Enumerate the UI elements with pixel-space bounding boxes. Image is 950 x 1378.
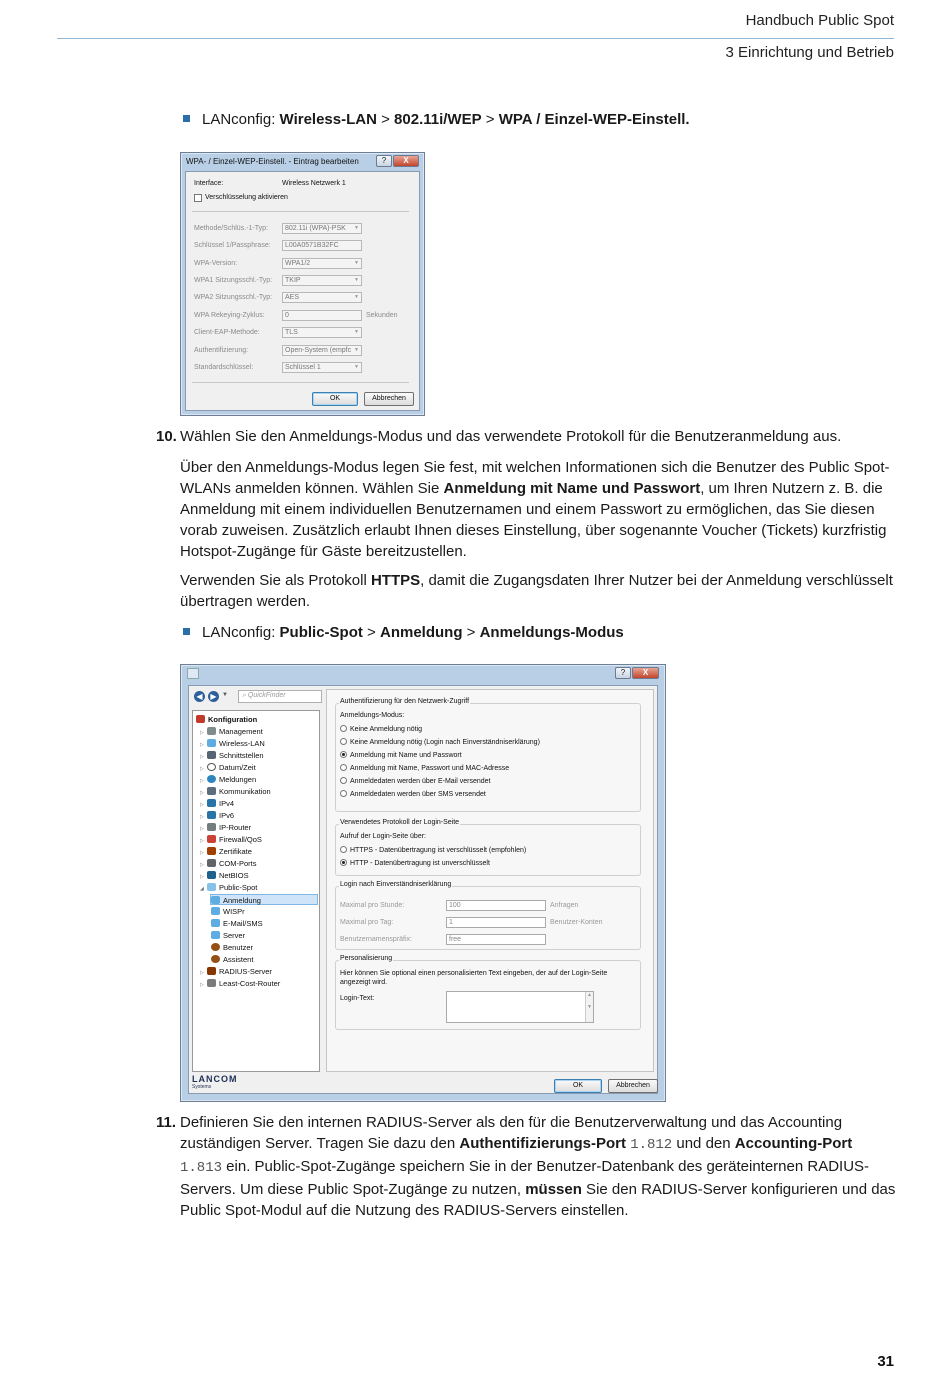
config-path-public-spot — [183, 623, 624, 643]
server-icon — [211, 931, 220, 939]
tree-label: IP-Router — [219, 823, 252, 832]
group-title: Authentifizierung für den Netzwerk-Zugriff — [340, 698, 470, 705]
paragraph-login-mode — [180, 457, 896, 562]
back-icon[interactable]: ◀ — [194, 691, 205, 702]
prefix-input[interactable]: free — [446, 934, 546, 945]
mode-radio[interactable] — [340, 777, 490, 785]
close-button[interactable]: X — [632, 667, 659, 679]
config-icon — [196, 715, 205, 723]
tree-item[interactable] — [200, 786, 271, 797]
group-title: Login nach Einverständniserklärung — [340, 881, 452, 888]
field-label: WPA Rekeying-Zyklus: — [194, 312, 265, 319]
tree-item[interactable] — [211, 918, 263, 929]
radio-label: Keine Anmeldung nötig (Login nach Einverständniserklärung) — [350, 739, 540, 746]
tree-item[interactable] — [200, 774, 256, 785]
max-hour-unit: Anfragen — [550, 902, 579, 909]
router-icon — [207, 823, 216, 831]
max-day-input[interactable]: 1 — [446, 917, 546, 928]
tree-label: Konfiguration — [208, 715, 258, 724]
path-prefix: LANconfig: — [202, 624, 280, 641]
ok-button[interactable]: OK — [312, 392, 358, 406]
tree-label: Zertifikate — [219, 847, 252, 856]
mode-label: Anmeldungs-Modus: — [340, 712, 405, 719]
tree-item[interactable] — [200, 798, 234, 809]
field-label: Client-EAP-Methode: — [194, 329, 260, 336]
personal-text: Hier können Sie optional einen personalisierten Text eingeben, der auf der Login-Seite angezeigt wird. — [340, 970, 608, 986]
step-10-text: Wählen Sie den Anmeldungs-Modus und das verwendete Protokoll für die Benutzeranmeldung aus. — [180, 428, 842, 445]
help-button[interactable]: ? — [376, 155, 392, 167]
separator — [192, 211, 409, 212]
radio-selected-icon — [340, 751, 347, 758]
page-number: 31 — [877, 1353, 894, 1370]
field-value: Open-System (empfc — [285, 347, 352, 354]
clock-icon — [207, 763, 216, 771]
bold-term: Accounting-Port — [734, 1135, 853, 1152]
radio-icon — [340, 777, 347, 784]
tree-label: Wireless-LAN — [219, 739, 265, 748]
path-part: WPA / Einzel-WEP-Einstell. — [498, 111, 690, 128]
text-run: Verwenden Sie als Protokoll — [180, 572, 371, 589]
tree-item[interactable] — [200, 858, 257, 869]
tree-label: Public-Spot — [219, 883, 258, 892]
group-title: Verwendetes Protokoll der Login-Seite — [340, 819, 460, 826]
chevron-down-icon: ▼ — [354, 260, 359, 266]
chevron-down-icon: ▼ — [354, 277, 359, 283]
chevron-down-icon: ▼ — [354, 329, 359, 335]
group-title: Personalisierung — [340, 955, 393, 962]
eap-method-select[interactable] — [282, 327, 362, 338]
tree-label: WISPr — [223, 907, 245, 916]
path-separator: > — [376, 111, 395, 128]
bullet-square-icon — [183, 115, 190, 122]
path-part: Wireless-LAN — [279, 111, 377, 128]
network-icon — [207, 799, 216, 807]
passphrase-input[interactable] — [282, 240, 362, 251]
bold-term: müssen — [525, 1181, 582, 1198]
interface-value: Wireless Netzwerk 1 — [282, 180, 346, 187]
field-label: WPA-Version: — [194, 260, 238, 267]
tree-label: Management — [219, 727, 263, 736]
expand-icon: ▷ — [200, 814, 204, 820]
radio-icon — [340, 846, 347, 853]
collapse-icon: ◢ — [200, 886, 204, 892]
path-part: Public-Spot — [279, 624, 363, 641]
tree-label: E-Mail/SMS — [223, 919, 263, 928]
lanconfig-window — [180, 664, 666, 1102]
mode-radio-selected[interactable] — [340, 751, 462, 759]
path-separator: > — [362, 624, 380, 641]
expand-icon: ▷ — [200, 778, 204, 784]
radio-label: Anmeldung mit Name und Passwort — [350, 752, 462, 759]
group-auth — [335, 698, 641, 812]
chevron-down-icon: ▼ — [354, 225, 359, 231]
tree-label: Assistent — [223, 955, 254, 964]
login-text-area[interactable] — [446, 991, 594, 1023]
prefix-label: Benutzernamenspräfix: — [340, 936, 412, 943]
expand-icon: ▷ — [200, 730, 204, 736]
field-value: TKIP — [285, 277, 301, 284]
tree-item-anmeldung[interactable] — [210, 894, 318, 905]
field-value: L00A0571B32FC — [285, 242, 339, 249]
chevron-down-icon: ▼ — [354, 347, 359, 353]
tree-item[interactable] — [200, 762, 256, 773]
lancom-logo: LANCOM — [192, 1074, 238, 1084]
text-run: ein. Public-Spot-Zugänge speichern Sie in der Benutzer-Datenbank des geräteinternen RADIUS-Servers. Um diese Public Spot-Zugänge zu nutzen, — [180, 1158, 870, 1198]
wpa2-key-select[interactable] — [282, 292, 362, 303]
search-icon: ⌕ — [242, 692, 248, 699]
field-value: 802.11i (WPA)-PSK — [285, 225, 346, 232]
tree-label: Datum/Zeit — [219, 763, 256, 772]
radio-icon — [340, 738, 347, 745]
tree-label: Benutzer — [223, 943, 254, 952]
header-title: Handbuch Public Spot — [745, 12, 894, 29]
forward-icon[interactable]: ▶ — [208, 691, 219, 702]
tree-item[interactable] — [211, 954, 253, 965]
ok-button[interactable]: OK — [554, 1079, 602, 1093]
expand-icon: ▷ — [200, 874, 204, 880]
step-number: 10. — [156, 428, 177, 445]
proto-radio[interactable] — [340, 846, 526, 854]
method-select[interactable] — [282, 223, 362, 234]
radio-icon — [340, 725, 347, 732]
cancel-button[interactable]: Abbrechen — [608, 1079, 658, 1093]
tree-label: Schnittstellen — [219, 751, 264, 760]
user-icon — [211, 943, 220, 951]
tree-item[interactable] — [200, 750, 264, 761]
config-tree — [192, 710, 320, 1072]
group-personalization — [335, 955, 641, 1030]
radio-icon — [340, 790, 347, 797]
assistant-icon — [211, 955, 220, 963]
mode-radio[interactable] — [340, 738, 540, 746]
separator — [192, 382, 409, 383]
tree-item[interactable] — [200, 738, 265, 749]
tree-item[interactable] — [200, 846, 252, 857]
max-hour-input[interactable]: 100 — [446, 900, 546, 911]
lcr-icon — [207, 979, 216, 987]
tree-item[interactable] — [200, 810, 234, 821]
group-protocol — [335, 819, 641, 876]
expand-icon: ▷ — [200, 766, 204, 772]
wireless-icon — [207, 739, 216, 747]
chevron-down-icon: ▼ — [354, 364, 359, 370]
expand-icon: ▷ — [200, 982, 204, 988]
field-value: 0 — [285, 312, 289, 319]
quickfinder-placeholder: QuickFinder — [247, 692, 286, 699]
radio-selected-icon — [340, 859, 347, 866]
tree-item[interactable] — [200, 726, 263, 737]
tree-label: IPv6 — [219, 811, 235, 820]
expand-icon: ▷ — [200, 754, 204, 760]
max-day-label: Maximal pro Tag: — [340, 919, 394, 926]
mode-radio[interactable] — [340, 790, 486, 798]
field-label: Authentifizierung: — [194, 347, 249, 354]
field-label: Methode/Schlüs.-1-Typ: — [194, 225, 268, 232]
header-rule — [57, 38, 894, 39]
seconds-unit: Sekunden — [366, 312, 398, 319]
paragraph-protocol — [180, 570, 896, 612]
tree-item[interactable] — [200, 822, 251, 833]
text-run: und den — [672, 1135, 735, 1152]
bold-term: Anmeldung mit Name und Passwort — [443, 480, 701, 497]
interface-label: Interface: — [194, 180, 224, 187]
expand-icon: ▷ — [200, 826, 204, 832]
tree-item[interactable] — [200, 834, 262, 845]
expand-icon: ▷ — [200, 802, 204, 808]
path-part: 802.11i/WEP — [394, 111, 482, 128]
field-value: WPA1/2 — [285, 260, 311, 267]
radio-label: HTTPS - Datenübertragung ist verschlüsselt (empfohlen) — [350, 847, 527, 854]
port-value: 1.813 — [180, 1160, 223, 1176]
wispr-icon — [211, 907, 220, 915]
lancom-logo-sub: Systems — [192, 1084, 212, 1090]
auth-select[interactable] — [282, 345, 362, 356]
tree-label: RADIUS-Server — [219, 967, 272, 976]
close-button[interactable]: X — [393, 155, 419, 167]
cancel-button[interactable]: Abbrechen — [364, 392, 414, 406]
proto-radio-selected[interactable] — [340, 859, 490, 867]
tree-label: IPv4 — [219, 799, 235, 808]
tree-label: COM-Ports — [219, 859, 257, 868]
text-run: Sie den RADIUS-Server konfigurieren und das Public Spot-Modul auf die Nutzung des RADIUS-Servers einstellen. — [180, 1181, 896, 1219]
hotspot-icon — [207, 883, 216, 891]
chevron-down-icon: ▼ — [354, 294, 359, 300]
path-separator: > — [481, 111, 499, 128]
text-run: Definieren Sie den internen RADIUS-Server als den für die Benutzerverwaltung und das Accounting zuständigen Server. Tragen Sie dazu den — [180, 1114, 843, 1152]
dialog-client — [185, 171, 420, 411]
field-label: Schlüssel 1/Passphrase: — [194, 242, 271, 249]
config-path-wep — [183, 110, 690, 130]
radius-icon — [207, 967, 216, 975]
max-hour-label: Maximal pro Stunde: — [340, 902, 405, 909]
default-key-select[interactable] — [282, 362, 362, 373]
tree-item[interactable] — [200, 870, 249, 881]
communication-icon — [207, 787, 216, 795]
tree-label: Anmeldung — [223, 896, 261, 905]
group-consent — [335, 881, 641, 950]
path-part: Anmeldungs-Modus — [479, 624, 624, 641]
header-chapter: 3 Einrichtung und Betrieb — [725, 44, 894, 61]
tree-item[interactable] — [211, 942, 253, 953]
path-prefix: LANconfig: — [202, 111, 280, 128]
expand-icon: ▷ — [200, 970, 204, 976]
expand-icon: ▷ — [200, 790, 204, 796]
field-label: WPA2 Sitzungsschl.-Typ: — [194, 294, 273, 301]
rekeying-input[interactable] — [282, 310, 362, 321]
wpa1-key-select[interactable] — [282, 275, 362, 286]
tree-label: Least-Cost-Router — [219, 979, 281, 988]
radio-label: Anmeldung mit Name, Passwort und MAC-Adresse — [350, 765, 510, 772]
window-client — [188, 685, 658, 1094]
network-icon — [207, 811, 216, 819]
field-label: Standardschlüssel: — [194, 364, 254, 371]
field-value: Schlüssel 1 — [285, 364, 321, 371]
wpa-version-select[interactable] — [282, 258, 362, 269]
mode-radio[interactable] — [340, 725, 422, 733]
radio-label: Keine Anmeldung nötig — [350, 726, 422, 733]
expand-icon: ▷ — [200, 838, 204, 844]
interfaces-icon — [207, 751, 216, 759]
netbios-icon — [207, 871, 216, 879]
encrypt-label: Verschlüsselung aktivieren — [205, 194, 288, 201]
tree-item[interactable] — [200, 966, 272, 977]
settings-panel — [326, 689, 654, 1072]
tree-item-root[interactable] — [196, 714, 257, 725]
mail-icon — [211, 919, 220, 927]
nav-bar — [192, 689, 324, 705]
expand-icon: ▷ — [200, 742, 204, 748]
expand-icon: ▷ — [200, 862, 204, 868]
help-button[interactable]: ? — [615, 667, 631, 679]
step-11-text — [180, 1112, 896, 1221]
tree-item[interactable] — [200, 978, 280, 989]
quickfinder-input[interactable] — [238, 690, 322, 703]
step-number: 11. — [156, 1114, 177, 1131]
field-label: WPA1 Sitzungsschl.-Typ: — [194, 277, 273, 284]
tree-label: NetBIOS — [219, 871, 249, 880]
encrypt-checkbox[interactable] — [194, 194, 202, 202]
proto-label: Aufruf der Login-Seite über: — [340, 833, 426, 840]
scrollbar[interactable]: ▲ ▼ — [585, 992, 593, 1022]
app-icon — [187, 668, 199, 679]
path-part: Anmeldung — [379, 624, 463, 641]
dialog-title: WPA- / Einzel-WEP-Einstell. - Eintrag bearbeiten — [186, 157, 359, 166]
history-dropdown-icon[interactable]: ▼ — [222, 692, 228, 698]
tree-item[interactable] — [211, 906, 245, 917]
bold-term: Authentifizierungs-Port — [459, 1135, 627, 1152]
radio-label: Anmeldedaten werden über E-Mail versendet — [350, 778, 491, 785]
text-run: Über den Anmeldungs-Modus legen Sie fest, mit welchen Informationen sich die Benutzer des Public Spot-WLANs anmelden können. Wählen Sie — [180, 459, 890, 497]
port-icon — [207, 859, 216, 867]
mode-radio[interactable] — [340, 764, 509, 772]
radio-label: Anmeldedaten werden über SMS versendet — [350, 791, 486, 798]
text-run: , damit die Zugangsdaten Ihrer Nutzer bei der Anmeldung verschlüsselt übertragen werden. — [180, 572, 893, 610]
bullet-square-icon — [183, 628, 190, 635]
tree-label: Kommunikation — [219, 787, 271, 796]
bold-term: HTTPS — [370, 572, 421, 589]
radio-label: HTTP - Datenübertragung ist unverschlüsselt — [350, 860, 490, 867]
tree-item-public-spot[interactable] — [200, 882, 257, 893]
expand-icon: ▷ — [200, 850, 204, 856]
tree-label: Firewall/QoS — [219, 835, 262, 844]
path-separator: > — [462, 624, 480, 641]
certificate-icon — [207, 847, 216, 855]
radio-icon — [340, 764, 347, 771]
wpa-edit-dialog — [180, 152, 425, 416]
login-text-label: Login-Text: — [340, 995, 375, 1002]
text-run: , um Ihren Nutzern z. B. die Anmeldung mit einem individuellen Benutzernamen und einem Passwort zu ermöglichen, das Sie diesen vorab zuweisen. Zusätzlich erlaubt Ihnen dieses Einstellung, über sogenannte Voucher (Tickets) kurzfristig Hotspot-Zugänge für Gäste bereitzustellen. — [180, 480, 887, 560]
info-icon — [207, 775, 216, 783]
field-value: TLS — [285, 329, 298, 336]
port-value: 1.812 — [630, 1137, 673, 1153]
tree-item[interactable] — [211, 930, 245, 941]
firewall-icon — [207, 835, 216, 843]
management-icon — [207, 727, 216, 735]
tree-label: Server — [223, 931, 246, 940]
field-value: AES — [285, 294, 300, 301]
login-icon — [211, 896, 220, 904]
max-day-unit: Benutzer-Konten — [550, 919, 603, 926]
tree-label: Meldungen — [219, 775, 257, 784]
